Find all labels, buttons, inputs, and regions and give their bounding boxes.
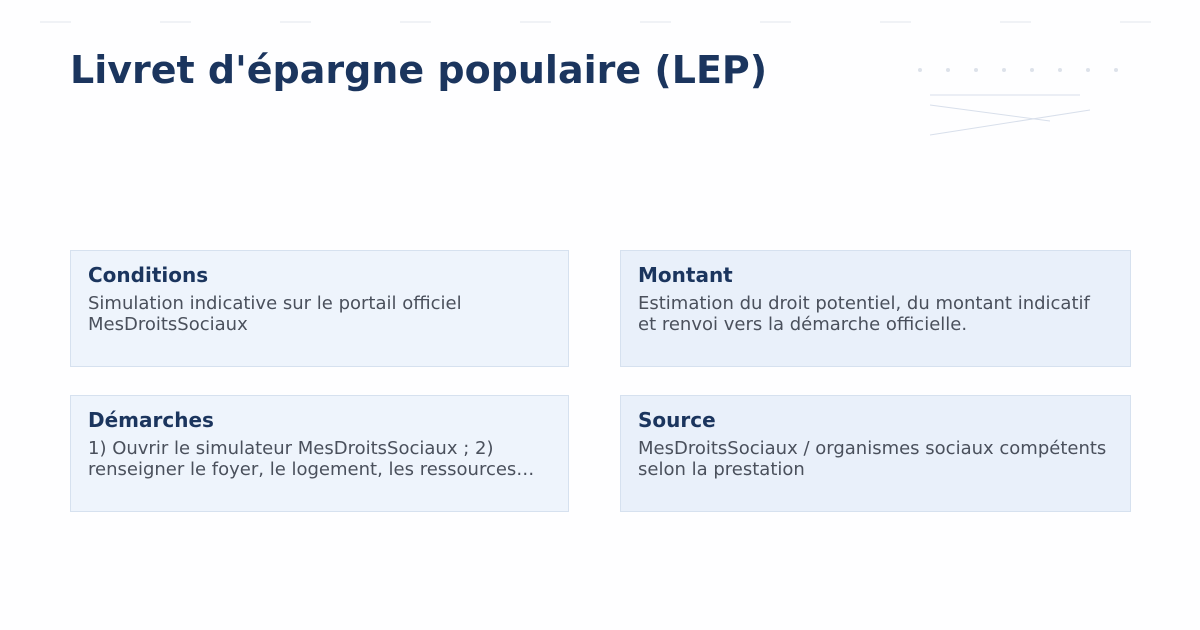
demarches-heading: Démarches: [88, 408, 214, 432]
source-card: [620, 395, 1131, 512]
demarches-text: 1) Ouvrir le simulateur MesDroitsSociaux ; 2) renseigner le foyer, le logement, les ressources…: [88, 438, 535, 480]
source-heading: Source: [638, 408, 716, 432]
source-text: MesDroitsSociaux / organismes sociaux compétents selon la prestation: [638, 438, 1107, 480]
montant-heading: Montant: [638, 263, 733, 287]
decorative-pattern: [900, 55, 1140, 145]
demarches-card: [70, 395, 569, 512]
top-dash-divider: [40, 21, 1160, 23]
conditions-text: Simulation indicative sur le portail officiel MesDroitsSociaux: [88, 293, 462, 335]
page-title: Livret d'épargne populaire (LEP): [70, 48, 768, 92]
conditions-card: [70, 250, 569, 367]
montant-text: Estimation du droit potentiel, du montant indicatif et renvoi vers la démarche officielle.: [638, 293, 1090, 335]
montant-card: [620, 250, 1131, 367]
conditions-heading: Conditions: [88, 263, 209, 287]
